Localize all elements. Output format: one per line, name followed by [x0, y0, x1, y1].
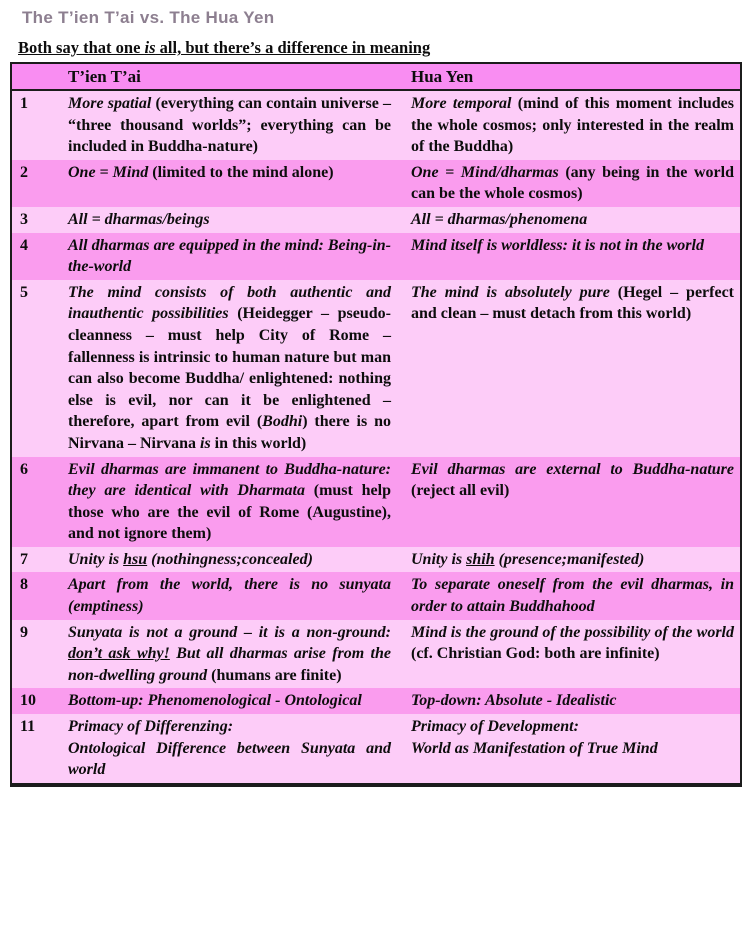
tien-tai-cell [68, 688, 397, 714]
text-segment: All dharmas are equipped in the mind: Being-in-the-world [68, 236, 391, 276]
row-number: 3 [20, 210, 28, 228]
text-segment: Ontological Difference between Sunyata and world [68, 739, 391, 779]
text-segment: (must help those who are the evil of Rome (Augustine), and not ignore them) [68, 482, 391, 543]
text-segment: (reject all evil) [411, 482, 510, 500]
table-row-6 [12, 457, 740, 547]
text-segment: The mind is absolutely pure [411, 283, 618, 301]
text-segment: (limited to the mind alone) [152, 163, 334, 181]
tien-tai-cell [68, 207, 397, 233]
text-segment: The mind consists of both authentic and inauthentic possibilities [68, 283, 391, 323]
comparison-table [10, 62, 742, 787]
tien-tai-cell [68, 457, 397, 547]
text-segment: Unity is [68, 550, 124, 568]
text-segment: (Hegel – perfect and clean – must detach from this world) [411, 283, 735, 323]
table-row-10 [12, 688, 740, 714]
text-segment: in this world) [210, 434, 307, 452]
text-segment: (cf. Christian God: both are infinite) [411, 645, 660, 663]
text-segment: shih [466, 550, 495, 568]
text-segment: All = dharmas/phenomena [411, 210, 588, 228]
text-segment: (nothingness;concealed) [147, 550, 313, 568]
table-row-2 [12, 160, 740, 207]
text-segment: Top-down: Absolute - Idealistic [411, 692, 617, 710]
row-number: 11 [20, 718, 36, 736]
header-tien-tai: T’ien T’ai [68, 66, 141, 86]
table-row-4 [12, 233, 740, 280]
text-segment: World as Manifestation of True Mind [411, 739, 658, 757]
row-number: 7 [20, 550, 28, 568]
text-segment: Bottom-up: Phenomenological - Ontological [68, 692, 362, 710]
text-segment: (everything can contain universe – “three thousand worlds”; everything can be included in Buddha-nature) [68, 95, 391, 156]
text-segment: More spatial [68, 95, 156, 112]
tien-tai-cell [68, 280, 397, 457]
tien-tai-cell [68, 91, 397, 160]
text-segment: Evil dharmas are immanent to Buddha-nature: they are identical with Dharmata [68, 460, 391, 500]
row-number: 8 [20, 576, 28, 594]
hua-yen-cell [411, 547, 740, 573]
text-segment: Unity is [411, 550, 467, 568]
hua-yen-cell [411, 233, 740, 259]
text-segment: Primacy of Development: [411, 718, 579, 736]
tien-tai-cell [68, 547, 397, 573]
text-segment: All = dharmas/beings [68, 210, 210, 228]
tien-tai-cell [68, 233, 397, 280]
hua-yen-cell [411, 91, 740, 160]
row-number: 1 [20, 95, 28, 112]
text-segment: (presence;manifested) [494, 550, 645, 568]
text-segment: (humans are finite) [211, 666, 342, 684]
text-segment: (Heidegger – pseudo-cleanness – must help City of Rome – fallenness is intrinsic to human nature but man can also become Buddha/ enlightened: nothing else is evil, nor can it be enlightened – therefore, apart from evil ( [68, 305, 391, 431]
hua-yen-cell [411, 280, 740, 327]
text-segment: ) there is no Nirvana – Nirvana [68, 413, 391, 452]
text-segment: One = Mind [68, 163, 153, 181]
text-segment: Primacy of Differenzing: [68, 718, 234, 736]
row-number: 5 [20, 283, 28, 301]
text-segment: More temporal [411, 95, 518, 112]
hua-yen-cell [411, 620, 740, 667]
table-row-8 [12, 572, 740, 619]
text-segment: Mind itself is worldless: it is not in the world [411, 236, 704, 254]
text-segment: One = Mind/dharmas [411, 163, 566, 181]
table-body [12, 91, 740, 783]
tien-tai-cell [68, 714, 397, 783]
hua-yen-cell [411, 160, 740, 207]
text-segment: Apart from the world, there is no sunyata (emptiness) [68, 576, 391, 616]
text-segment: But all dharmas arise from the non-dwelling ground [68, 645, 392, 684]
table-row-1 [12, 91, 740, 160]
table-row-11 [12, 714, 740, 783]
hua-yen-cell [411, 714, 740, 761]
tien-tai-cell [68, 160, 397, 186]
text-segment: Bodhi [262, 413, 303, 431]
text-segment: To separate oneself from the evil dharmas, in order to attain Buddhahood [411, 576, 734, 616]
text-segment: Sunyata is not a ground – it is a non-ground: [68, 623, 391, 641]
page-subtitle [18, 38, 750, 58]
text-segment: is [200, 434, 211, 452]
hua-yen-cell [411, 572, 740, 619]
row-number: 6 [20, 460, 28, 478]
row-number: 2 [20, 163, 28, 181]
text-segment: (mind of this moment includes the whole cosmos; only interested in the realm of the Buddha) [411, 95, 735, 156]
row-number: 10 [20, 692, 36, 710]
table-row-7 [12, 547, 740, 573]
table-row-9 [12, 620, 740, 689]
tien-tai-cell [68, 572, 397, 619]
table-row-3 [12, 207, 740, 233]
row-number: 4 [20, 236, 28, 254]
hua-yen-cell [411, 207, 740, 233]
text-segment: don’t ask why! [68, 645, 170, 663]
text-segment: Evil dharmas are external to Buddha-nature [411, 460, 734, 478]
header-number-column [12, 75, 54, 79]
text-segment: (any being in the world can be the whole cosmos) [411, 163, 734, 203]
text-segment: Mind is the ground of the possibility of the world [411, 623, 734, 641]
page-title: The T’ien T’ai vs. The Hua Yen [22, 8, 275, 27]
text-segment: hsu [123, 550, 148, 568]
hua-yen-cell [411, 688, 740, 714]
subtitle-text-pre: Both say that one [18, 38, 145, 57]
table-header-row [12, 64, 740, 91]
hua-yen-cell [411, 457, 740, 504]
row-number: 9 [20, 623, 28, 641]
tien-tai-cell [68, 620, 397, 689]
table-row-5 [12, 280, 740, 457]
subtitle-text-post: all, but there’s a difference in meaning [155, 38, 431, 57]
header-hua-yen: Hua Yen [411, 66, 474, 86]
subtitle-text-emphasis: is [144, 38, 156, 57]
